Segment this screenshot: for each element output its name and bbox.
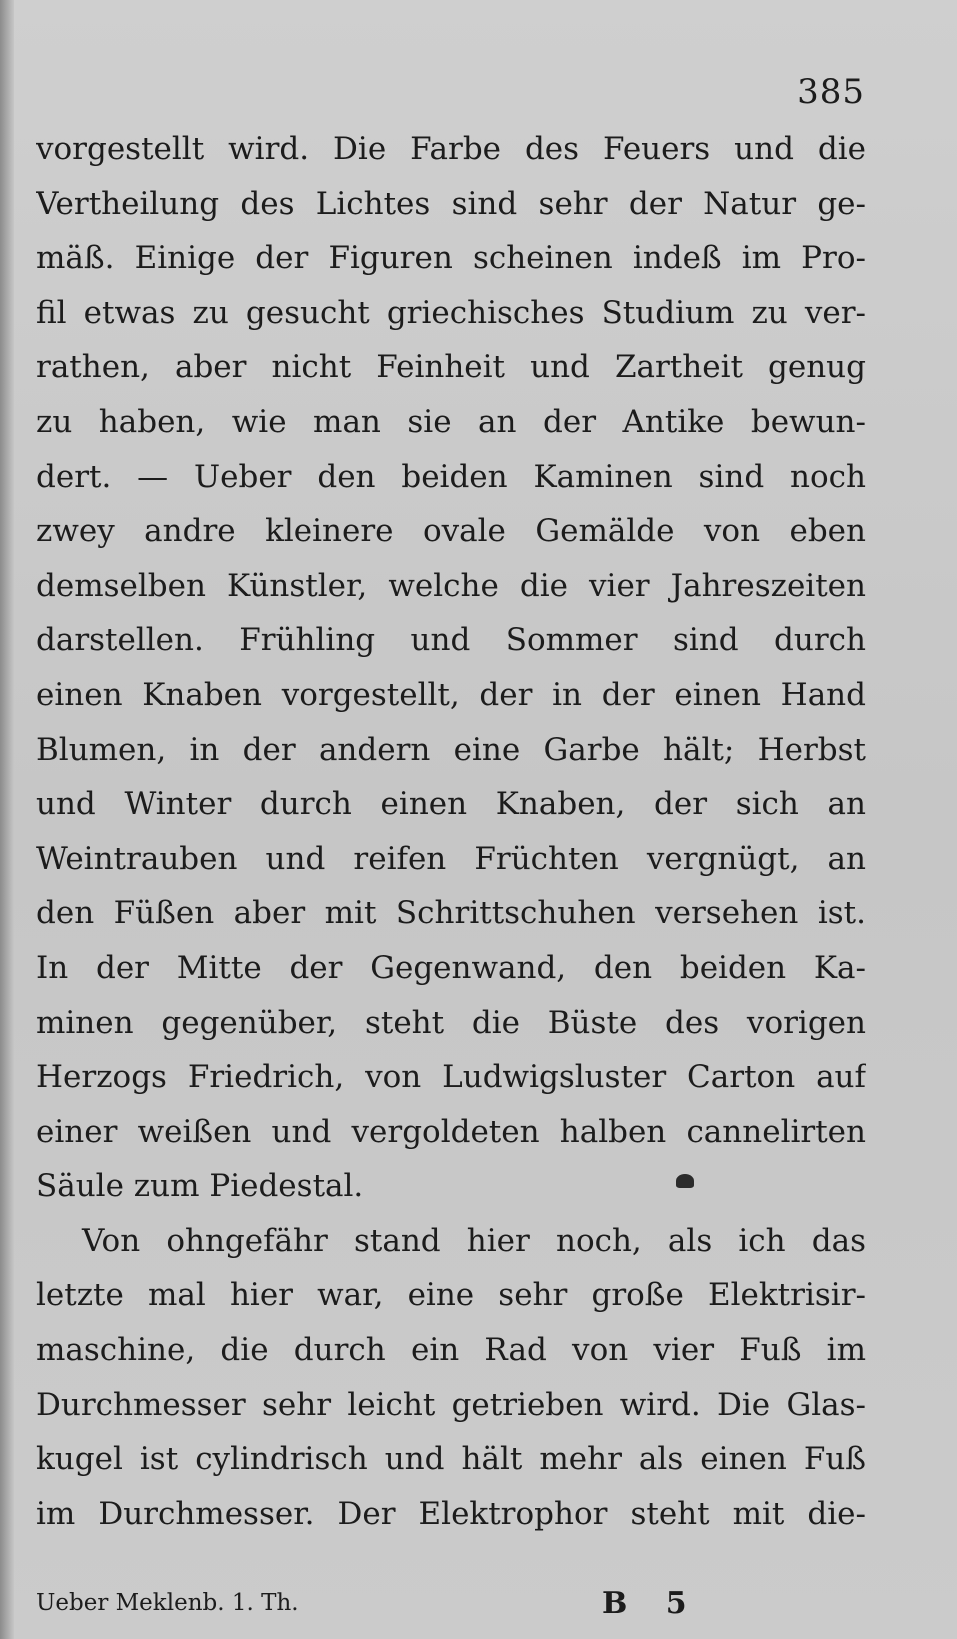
page-number: 385 — [797, 72, 865, 112]
text-line: fil etwas zu gesucht griechisches Studium zu ver- — [36, 294, 866, 331]
footer-title: Ueber Meklenb. 1. Th. — [36, 1590, 299, 1616]
text-line: maschine, die durch ein Rad von vier Fuß im — [36, 1332, 866, 1369]
text-line: Blumen, in der andern eine Garbe hält; Herbst — [36, 731, 866, 768]
text-line: zu haben, wie man sie an der Antike bewun- — [36, 403, 866, 440]
text-line: dert. — Ueber den beiden Kaminen sind noch — [36, 458, 866, 495]
ink-speck — [676, 1174, 694, 1188]
page-footer — [36, 1586, 866, 1630]
text-line-paragraph-start: Von ohngefähr stand hier noch, als ich das — [82, 1222, 866, 1259]
text-line: Durchmesser sehr leicht getrieben wird. Die Glas- — [36, 1386, 866, 1423]
text-line: mäß. Einige der Figuren scheinen indeß im Pro- — [36, 240, 866, 277]
signature-mark: B 5 — [602, 1586, 701, 1621]
text-line: einer weißen und vergoldeten halben cannelirten — [36, 1113, 866, 1150]
text-line: Vertheilung des Lichtes sind sehr der Natur ge- — [36, 185, 866, 222]
text-line: Herzogs Friedrich, von Ludwigsluster Carton auf — [36, 1059, 866, 1096]
text-line: minen gegenüber, steht die Büste des vorigen — [36, 1004, 866, 1041]
text-line: rathen, aber nicht Feinheit und Zartheit genug — [36, 349, 866, 386]
text-line: darstellen. Frühling und Sommer sind durch — [36, 622, 866, 659]
text-line: im Durchmesser. Der Elektrophor steht mit die- — [36, 1495, 866, 1532]
text-line: In der Mitte der Gegenwand, den beiden Ka- — [36, 949, 866, 986]
text-line: und Winter durch einen Knaben, der sich an — [36, 786, 866, 823]
text-line: vorgestellt wird. Die Farbe des Feuers und die — [36, 131, 866, 167]
text-line: letzte mal hier war, eine sehr große Elektrisir- — [36, 1277, 866, 1314]
text-line: den Füßen aber mit Schrittschuhen versehen ist. — [36, 895, 866, 932]
text-line: zwey andre kleinere ovale Gemälde von eben — [36, 513, 866, 550]
text-line-paragraph-end: Säule zum Piedestal. — [36, 1168, 364, 1205]
text-line: kugel ist cylindrisch und hält mehr als einen Fuß — [36, 1441, 866, 1478]
text-line: Weintrauben und reifen Früchten vergnügt, an — [36, 840, 866, 877]
page-body — [36, 122, 866, 1541]
text-line: demselben Künstler, welche die vier Jahreszeiten — [36, 567, 866, 604]
text-line: einen Knaben vorgestellt, der in der einen Hand — [36, 676, 866, 713]
